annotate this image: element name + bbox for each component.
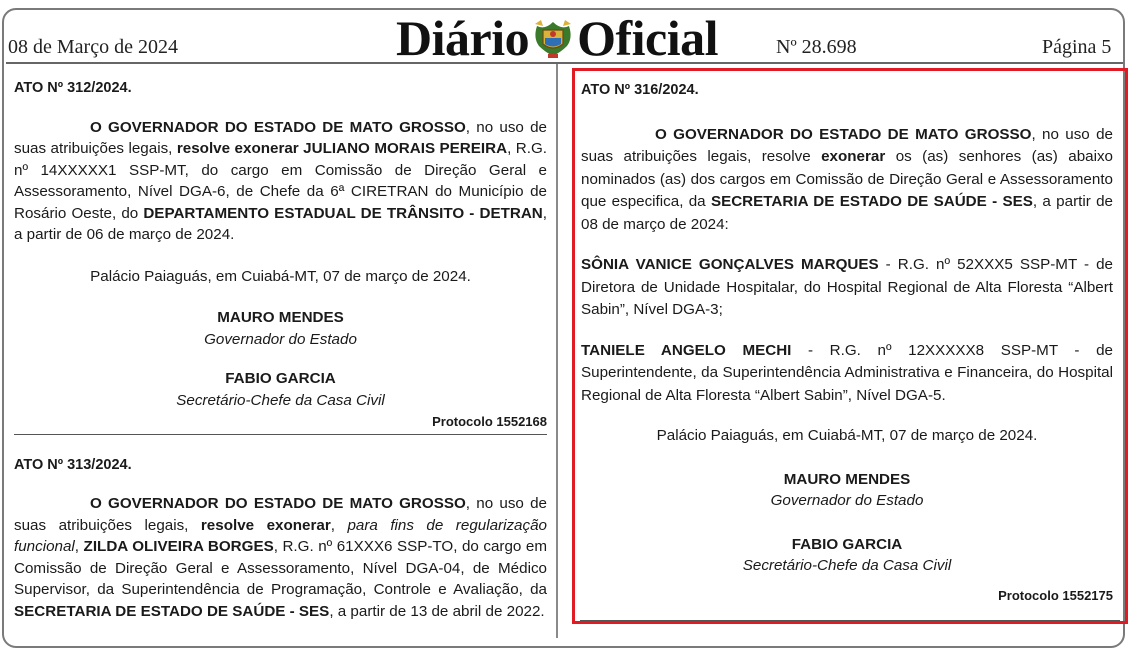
act-316-person-1-text: - R.G. nº 52XXX5 SSP-MT - de Diretora de Unidade Hospitalar, do Hospital Regional de Alta Floresta “Albert Sabin”, Nível DGA-3; (581, 256, 1113, 318)
header-divider (6, 62, 1123, 64)
act-312-department: DEPARTAMENTO ESTADUAL DE TRÂNSITO - DETRAN (143, 204, 543, 222)
act-313-title: ATO Nº 313/2024. (14, 456, 132, 473)
act-316-body (581, 124, 1113, 237)
act-316-governor: O GOVERNADOR DO ESTADO DE MATO GROSSO (655, 125, 1032, 143)
act-312-signer-2-name: FABIO GARCIA (225, 370, 336, 387)
act-312-separator (14, 434, 547, 435)
act-316-signer-2-name: FABIO GARCIA (791, 535, 903, 553)
coat-of-arms-icon (531, 16, 575, 60)
act-316-person-2-name: TANIELE ANGELO MECHI (581, 341, 792, 359)
act-312-signer-1-role: Governador do Estado (204, 330, 357, 348)
act-316-title: ATO Nº 316/2024. (581, 82, 699, 98)
right-column (581, 80, 1113, 606)
act-312-governor: O GOVERNADOR DO ESTADO DE MATO GROSSO (90, 118, 466, 136)
act-316-separator (580, 620, 1120, 621)
act-313-resolve: resolve exonerar (200, 516, 331, 534)
act-316-text-3: , a partir de 08 de março de 2024: (581, 193, 1113, 233)
act-313-text-3: , (74, 538, 84, 555)
act-316-department: SECRETARIA DE ESTADO DE SAÚDE - SES (710, 193, 1033, 210)
act-313-body (14, 493, 547, 622)
act-313-text-2: , (330, 516, 348, 534)
act-313-governor: O GOVERNADOR DO ESTADO DE MATO GROSSO (90, 495, 466, 512)
act-312-text-3: , a partir de 06 de março de 2024. (14, 204, 547, 243)
header-date: 08 de Março de 2024 (8, 36, 178, 58)
page-number: Página 5 (1042, 36, 1112, 58)
act-313-purpose: para fins de regularização funcional (14, 516, 547, 555)
act-313-person: ZILDA OLIVEIRA BORGES (83, 538, 274, 555)
act-313-text-4: , R.G. nº 61XXX6 SSP-TO, do cargo em Comissão de Direção Geral e Assessoramento, Nível DGA-04, de Médico Supervisor, da Superintendência de Programação, Controle e Avaliação, da (14, 538, 547, 598)
act-312-resolve: resolve exonerar JULIANO MORAIS PEREIRA (176, 140, 508, 157)
act-316-place-date: Palácio Paiaguás, em Cuiabá-MT, 07 de março de 2024. (656, 427, 1038, 444)
act-313-text-1: , no uso de suas atribuições legais, (14, 495, 548, 534)
act-312-place-date: Palácio Paiaguás, em Cuiabá-MT, 07 de março de 2024. (90, 267, 471, 285)
act-316-text-2: os (as) senhores (as) abaixo nominados (as) dos cargos em Comissão de Direção Geral e Assessoramento que especifica, da (581, 148, 1114, 210)
act-316-signer-1-role: Governador do Estado (770, 492, 924, 509)
act-316-protocol: Protocolo 1552175 (998, 587, 1113, 603)
act-313-text-5: , a partir de 13 de abril de 2022. (329, 602, 545, 620)
act-316-signer-1-name: MAURO MENDES (783, 470, 911, 488)
masthead-word-right: Oficial (577, 10, 719, 66)
act-316-person-2-text: - R.G. nº 12XXXXX8 SSP-MT - de Superintendente, da Superintendência Administrativa e Financeira, do Hospital Regional de Alta Floresta “Albert Sabin”, Nível DGA-5. (581, 341, 1113, 404)
act-312-text-2: , R.G. nº 14XXXXX1 SSP-MT, do cargo em Comissão de Direção Geral e Assessoramento, Nível DGA-6, de Chefe da 6ª CIRETRAN do Município de Rosário Oeste, do (14, 140, 547, 222)
left-column (14, 78, 547, 622)
act-312-signer-2-role: Secretário-Chefe da Casa Civil (176, 391, 385, 409)
act-316-person-2 (581, 340, 1113, 408)
column-divider (556, 64, 558, 638)
act-312-title: ATO Nº 312/2024. (14, 80, 132, 96)
masthead-word-left: Diário (396, 10, 530, 66)
act-312-protocol: Protocolo 1552168 (432, 414, 547, 429)
act-316-person-1 (581, 254, 1113, 322)
act-312-signer-1-name: MAURO MENDES (217, 309, 344, 326)
act-312-body (14, 117, 547, 246)
act-316-exonerar: exonerar (821, 148, 886, 165)
act-316-text-1: , no uso de suas atribuições legais, resolve (581, 125, 1113, 165)
act-316-signer-2-role: Secretário-Chefe da Casa Civil (742, 557, 952, 574)
act-312-text-1: , no uso de suas atribuições legais, (14, 118, 548, 157)
edition-number: Nº 28.698 (776, 36, 857, 58)
act-316-person-1-name: SÔNIA VANICE GONÇALVES MARQUES (581, 256, 879, 273)
masthead-title (396, 6, 718, 70)
act-313-department: SECRETARIA DE ESTADO DE SAÚDE - SES (14, 602, 330, 620)
